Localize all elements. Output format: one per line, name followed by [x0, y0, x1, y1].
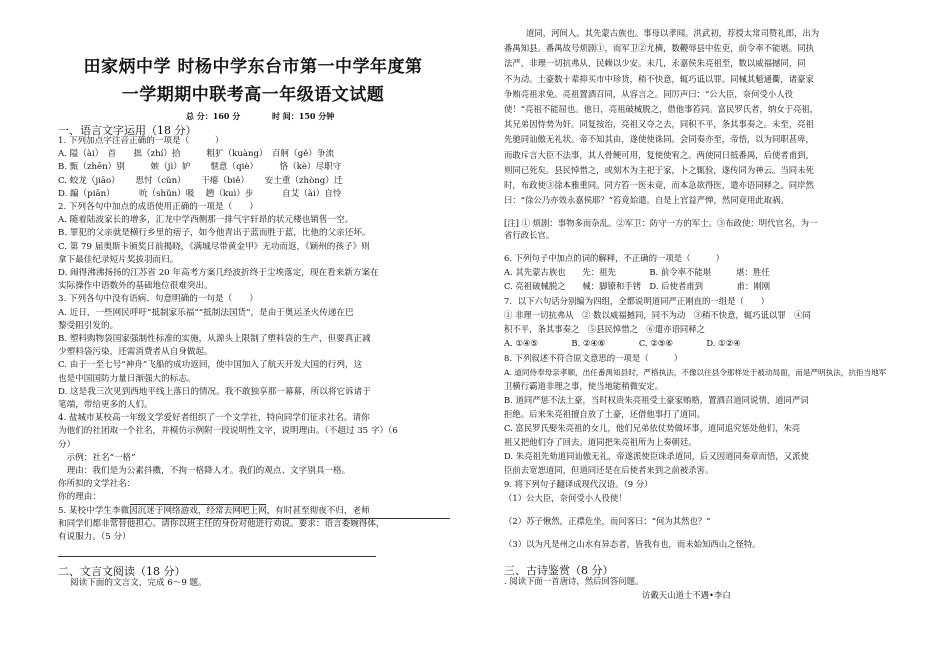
- qlines-line: （3）以为凡是州之山水有异态者，皆我有也，而未始知西山之怪特。: [504, 539, 761, 549]
- s1lines-line: 拿下最佳纪录短片奖拔羽而归。: [58, 254, 179, 265]
- plines-line: 不为动。土豪数十辈抑买市中珍货，稍不快意，辄巧诋以罪。同械其魁通衢，诸豪家: [504, 73, 814, 84]
- s1lines-line: 有说服力。（5 分）: [58, 532, 131, 542]
- qlines-line: （2）苏子愀然，正襟危坐，而问客曰：“何为其然也？”: [504, 516, 711, 526]
- qlines-line: 6. 下列句子中加点的词的解释，不正确的一项是（ ）: [504, 253, 725, 263]
- s1lines-line: 4. 盐城市某校高一年级文学爱好者组织了一个文学社，特向同学们征求社名。请你: [58, 413, 370, 424]
- s1lines-line: 2. 下列各句中加点的成语使用正确的一项是（ ）: [58, 202, 258, 212]
- s1lines-line: 3. 下列各句中没有语病、句意明确的一句是（ ）: [58, 294, 258, 305]
- s1lines-line: B. 塑料购物袋国家强制性标准的实施，从源头上限制了塑料袋的生产，但要真正减: [58, 334, 371, 344]
- total-score: 总 分：160 分: [186, 111, 241, 121]
- s1lines-line: A. 随着陆波家长的增多，汇龙中学西侧那一排气宇轩昂的状元楼也销售一空。: [58, 215, 354, 226]
- section1-heading: 一、语言文字运用（18 分）: [58, 124, 197, 137]
- qlines-line: D. 朱亮祖先劾道同讪傲无礼，帝遂派使臣诛杀道同，后又因道同奏章而悟，又派使: [504, 451, 809, 461]
- exam-time: 时 间：150 分钟: [272, 111, 335, 121]
- s1lines-line: B. 甄（zhēn）别 嫉（jì）妒 惬意（qiè） 恪（kè）尽职守: [58, 162, 342, 173]
- plines-line: 而敢斥言大臣不法事，其人骨鲠可用，复使使宥之。两使同日抵番禺，后使者甫到，: [504, 149, 814, 160]
- qlines-line: C. 亮祖破械脱之 械：脚镣和手铐 D. 后使者甫到 甫：刚刚: [504, 281, 771, 291]
- s1lines-line: A. 隘（ài） 首 拙（zhí）拾 粗犷（kuàng） 百舸（gě）争流: [58, 149, 335, 160]
- qlines-line: A. ①④⑤ B. ②④⑥ C. ②⑤⑥ D. ①②④: [504, 338, 741, 348]
- plines-line: 时，布政使③徐本雅重同。同方笞一医未竟，而本急欲得医，遣亦语同释之。同岸然: [504, 180, 814, 190]
- plines-line: 先驰同讪傲无礼状。帝不知其由，遂使使诛同。会同奏亦至，帝悟，以为同职甚卑，: [504, 134, 814, 145]
- s1lines-line: 也是中国国防力量日渐强大的标志。: [58, 373, 196, 384]
- section2-intro: 阅读下面的文言文，完成 6～9 题。: [70, 578, 207, 588]
- s1lines-line: 为他们的社团取一个社名，并模仿示例附一段说明性文字，说明理由。（不超过 35 字）（6: [58, 426, 398, 437]
- plines-line: 争贿亮祖求免。亮祖置酒召同，从容言之。同厉声曰：“公大臣，奈何受小人役: [504, 88, 794, 99]
- reason-blank[interactable]: [110, 518, 450, 519]
- plines-line: 其兄弟因恃势为奸。同复按治，亮祖又夺之去，同积不平，条其事奏之。未至，亮祖: [504, 119, 814, 130]
- s1lines-line: D. 这是我三次见到西地平线上落日的情况。我不敢独享那一幕幕，所以将它诉诸于: [58, 386, 371, 397]
- qlines-line: ① 非理一切抗弗从 ② 数以威福撼同，同不为动 ③稍不快意，辄巧诋以罪 ④同: [504, 310, 811, 320]
- s1lines-line: 1. 下列加点字注音正确的一项是（ ）: [58, 136, 224, 146]
- section3-heading: 三、古诗鉴赏（8 分）: [504, 564, 614, 577]
- s1lines-line: 示例：社名“一格”: [58, 452, 136, 463]
- plines-line: 番禺知县。番禺故号烦剧①，而军卫②尤横，数鞭辱县中佐吏，前令率不能堪。同执: [504, 43, 814, 54]
- exam-title-line2: 一学期期中联考高一年级语文试题: [121, 85, 385, 105]
- plines-line: 使！”亮祖不能屈也。他日，亮祖破械脱之，借他事笞同。富民罗氏者，纳女于亮祖，: [504, 104, 819, 114]
- qlines-line: A. 道同侍奉母亲孝顺，出任番禺知县时，严格执法，不像以往县令那样处于被动局面，而是严明执法，抗拒当地军: [504, 368, 887, 377]
- nlines-line: [注] ① 烦剧：事物多而杂乱。②军卫：防守一方的军士。③布政使：明代官名，为一: [504, 218, 818, 228]
- s1lines-line: 少塑料袋污染，还需消费者从自身做起。: [58, 347, 213, 358]
- section2-heading: 二、文言文阅读（18 分）: [58, 565, 186, 578]
- qlines-line: 卫横行霸道非理之事，使当地能稍微安定。: [504, 381, 664, 391]
- s1lines-line: 理由：我们是为公素抖擞，不拘一格降人才。我们的观点、文字别具一格。: [58, 466, 351, 476]
- s1lines-line: 你的理由：: [58, 492, 101, 503]
- s1lines-line: 黎受阻引发的。: [58, 320, 119, 331]
- s1lines-line: C. 蛟龙（jiāo） 思忖（cǔn） 干瘪（biě） 安土重（zhòng）迁: [58, 175, 343, 186]
- qlines-line: 9. 将下列句子翻译成现代汉语。（9 分）: [504, 479, 653, 489]
- s1lines-line: 5. 某校中学生李微因沉迷于网络游戏，经常去网吧上网，有时甚至彻夜不归，老师: [58, 505, 370, 516]
- poem-title: 访戴天山道士不遇•李白: [642, 590, 731, 600]
- s1lines-line: C. 由于一至七号“神舟”飞船的成功返回，使中国加入了航天开发大国的行列，这: [58, 360, 363, 371]
- s1lines-line: B. 罪犯的父亲就是横行乡里的痞子，如今他青出于蓝而胜于蓝，比他的父亲还坏。: [58, 228, 371, 239]
- qlines-line: 积不平，条其事奏之 ⑤县民悼惜之 ⑥遣亦语同释之: [504, 324, 705, 334]
- s1lines-line: 实际操作中语数外的基础地位很难突出。: [58, 281, 213, 292]
- plines-line: 法严，非理一切抗弗从，民赖以少安。未几，永嘉侯朱亮祖至，数以威福撼同，同: [504, 58, 806, 69]
- club-name-blank[interactable]: [130, 504, 266, 505]
- answer-line[interactable]: [58, 556, 376, 557]
- qlines-line: 8. 下列叙述不符合原文意思的一项是（ ）: [504, 353, 683, 363]
- qlines-line: 祖又把他们夺了回去。道同把朱亮祖所为上奏朝廷。: [504, 437, 697, 447]
- s1lines-line: D. 蹁（piān） 吮（shǔn）吸 趔（kuì）步 自艾（ài）自怜: [58, 188, 342, 199]
- s1lines-line: 你所拟的文学社名：: [58, 479, 136, 490]
- s1lines-line: 笔端，带给更多的人们。: [58, 400, 153, 410]
- section3-intro: . 阅读下面一首唐诗，然后回答问题。: [504, 576, 644, 586]
- qlines-line: C. 富民罗氏娶朱亮祖的女儿，他们兄弟依仗势做坏事，道同追究惩处他们，朱亮: [504, 423, 801, 433]
- s1lines-line: C. 第 79 届奥斯卡颁奖日前揭晓，《满城尽带黄金甲》无功而返，《颖州的孩子》则: [58, 241, 370, 252]
- nlines-line: 省行政长官。: [504, 230, 555, 240]
- plines-line: 曰：“徐公乃亦效永嘉侯耶？”笞竟始遣。自是上官益严惮，然同竟用此取祸。: [504, 195, 789, 206]
- exam-title-line1: 田家炳中学 时杨中学东台市第一中学年度第: [83, 57, 423, 77]
- s1lines-line: 分）: [58, 439, 76, 450]
- plines-line: 道同，河间人。其先蒙古族也。事母以孝闻。洪武初，荐授太常司赞礼郎，出为: [526, 28, 820, 38]
- qlines-line: 7．以下六句话分别编为四组，全都说明道同严正刚直的一组是（ ）: [504, 296, 769, 306]
- s1lines-line: 和同学们都非常替他担心。请你以班主任的身份对他进行劝说。要求：语言委婉得体，: [58, 518, 385, 529]
- qlines-line: B. 道同严惩不法土豪，当时权贵朱亮祖受土豪家贿赂，置酒召道同说情，道同严词: [504, 395, 809, 405]
- qlines-line: 拒绝。后来朱亮祖擅自放了土豪，还借他事打了道同。: [504, 409, 705, 419]
- qlines-line: （1）公大臣，奈何受小人役使！: [504, 493, 627, 503]
- s1lines-line: A. 近日，一些网民呼吁“抵制家乐福”“抵制法国货”，是由于奥运圣火传递在巴: [58, 307, 354, 318]
- plines-line: 则同已死矣。县民悼惜之，或刻木为主祀于家，卜之辄验，遂传同为神云。当同未死: [504, 164, 814, 175]
- s1lines-line: D. 闹得沸沸扬扬的江苏省 20 年高考方案几经波折终于尘埃落定，现在看来新方案在: [58, 268, 379, 278]
- qlines-line: A. 其先蒙古族也 先：祖先 B. 前令率不能堪 堪：胜任: [504, 267, 770, 277]
- qlines-line: 臣前去宽恕道同，但道同还是在后使者来到之前被杀害。: [504, 465, 714, 475]
